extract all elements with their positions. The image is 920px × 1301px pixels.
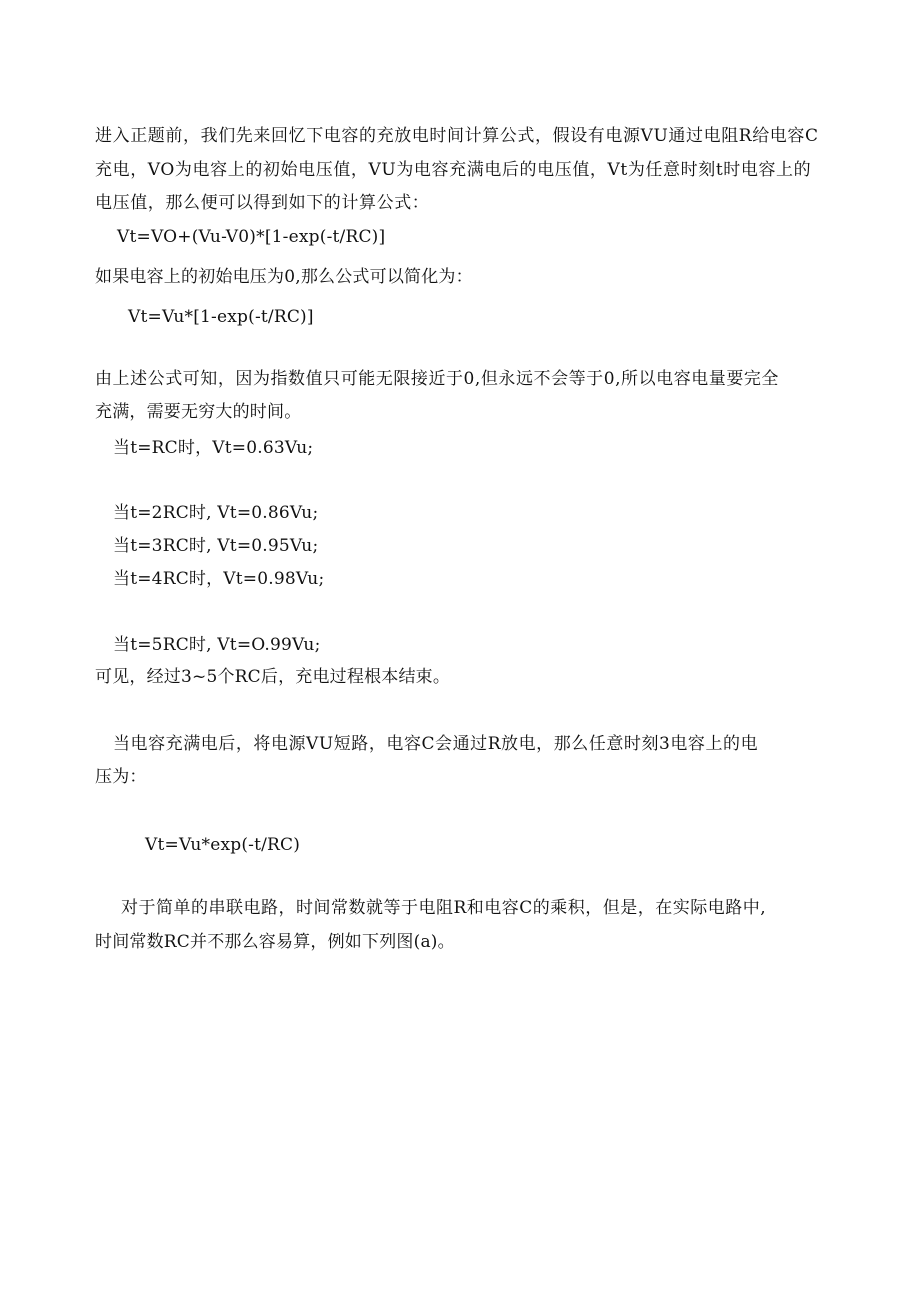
infinite-time-text-line2: 充满，需要无穷大的时间。 bbox=[95, 402, 302, 422]
charge-formula-simplified: Vt=Vu*[1-exp(-t/RC)] bbox=[128, 307, 314, 327]
time-constant-5rc: 当t=5RC时, Vt=O.99Vu; bbox=[113, 635, 321, 655]
charge-formula-general: Vt=VO+(Vu-V0)*[1-exp(-t/RC)] bbox=[117, 227, 386, 247]
time-constant-3rc: 当t=3RC时, Vt=0.95Vu; bbox=[113, 536, 319, 556]
time-constant-2rc: 当t=2RC时, Vt=0.86Vu; bbox=[113, 503, 319, 523]
discharge-text-line1: 当电容充满电后，将电源VU短路，电容C会通过R放电，那么任意时刻3电容上的电 bbox=[113, 734, 759, 754]
discharge-text-line2: 压为： bbox=[95, 767, 147, 787]
time-constant-1rc: 当t=RC时，Vt=0.63Vu; bbox=[113, 438, 314, 458]
discharge-formula: Vt=Vu*exp(-t/RC) bbox=[145, 835, 301, 855]
zero-initial-voltage-text: 如果电容上的初始电压为0,那么公式可以简化为： bbox=[95, 267, 473, 287]
series-circuit-text-line1: 对于简单的串联电路，时间常数就等于电阻R和电容C的乘积，但是，在实际电路中, bbox=[121, 898, 767, 918]
infinite-time-text-line1: 由上述公式可知，因为指数值只可能无限接近于0,但永远不会等于0,所以电容电量要完全 bbox=[95, 369, 779, 389]
charging-conclusion: 可见，经过3~5个RC后，充电过程根本结束。 bbox=[95, 667, 451, 687]
intro-paragraph: 进入正题前，我们先来回忆下电容的充放电时间计算公式，假设有电源VU通过电阻R给电容C充电，VO为电容上的初始电压值，VU为电容充满电后的电压值，Vt为任意时刻t时电容上的电压值，那么便可以得到如下的计算公式： bbox=[95, 126, 819, 213]
series-circuit-text-line2: 时间常数RC并不那么容易算，例如下列图(a)。 bbox=[95, 932, 455, 952]
time-constant-4rc: 当t=4RC时，Vt=0.98Vu; bbox=[113, 569, 325, 589]
